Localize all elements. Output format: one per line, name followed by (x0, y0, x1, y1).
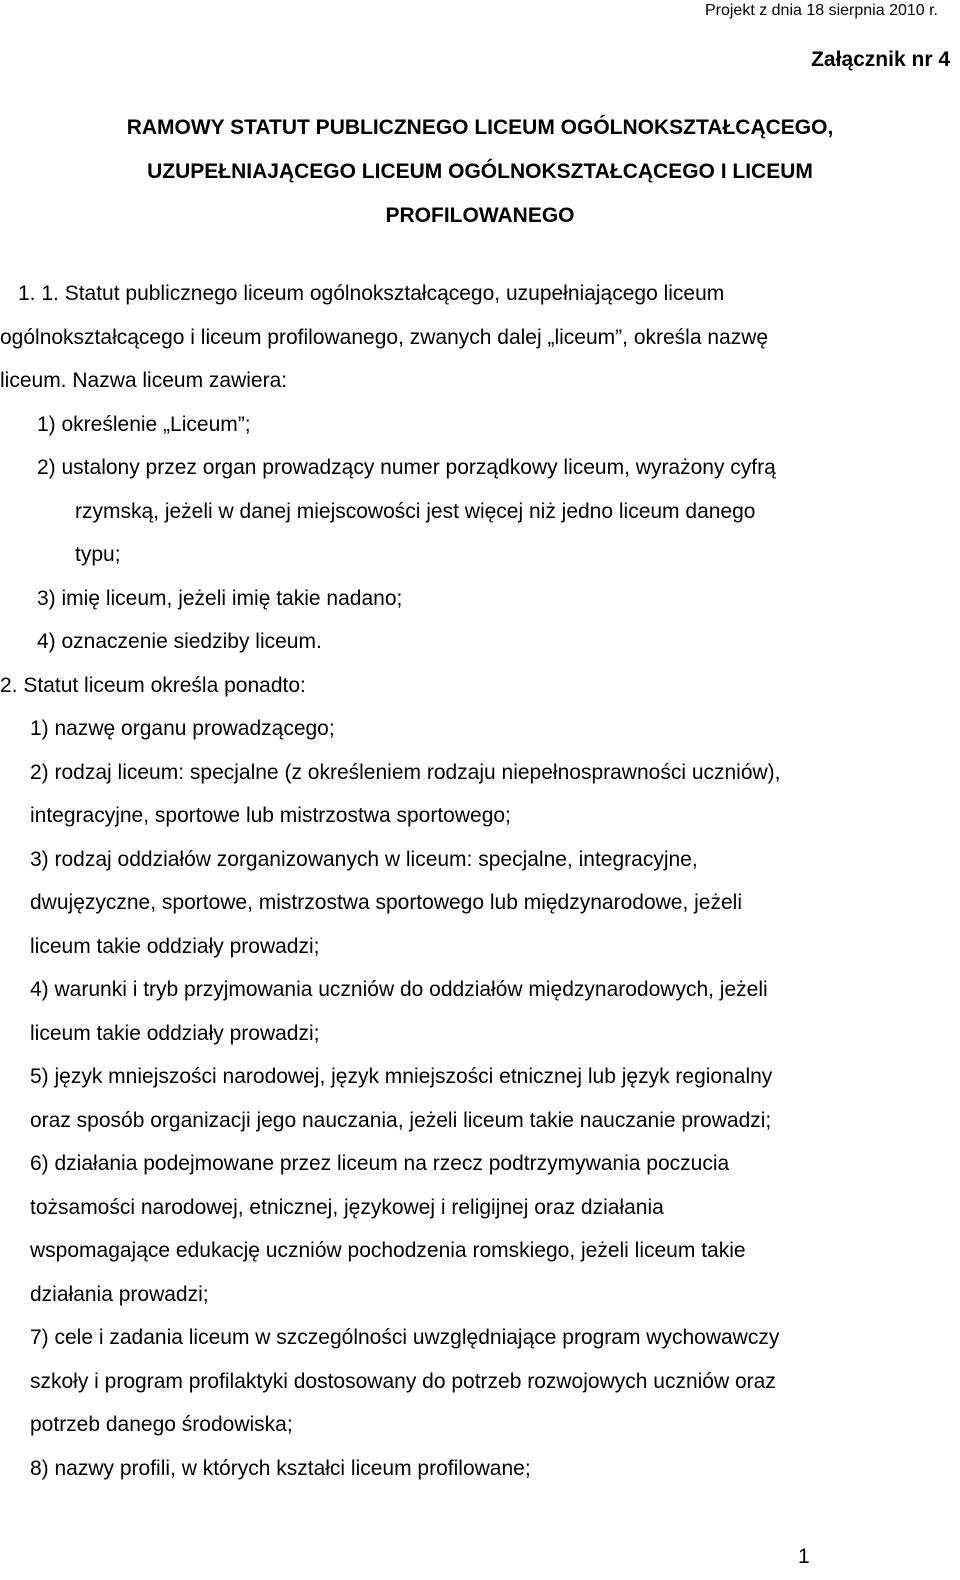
list-item: 4) oznaczenie siedziby liceum. (37, 630, 322, 653)
list-item: 1) nazwę organu prowadzącego; (30, 717, 335, 740)
list-item-continuation: rzymską, jeżeli w danej miejscowości jest więcej niż jedno liceum danego (75, 499, 756, 523)
paragraph-line: 1. 1. Statut publicznego liceum ogólnokształcącego, uzupełniającego liceum (18, 282, 725, 305)
list-item-continuation: wspomagające edukację uczniów pochodzenia romskiego, jeżeli liceum takie (30, 1239, 746, 1262)
list-item: 5) język mniejszości narodowej, język mniejszości etnicznej lub język regionalny (30, 1065, 773, 1088)
paragraph-line: liceum. Nazwa liceum zawiera: (0, 369, 288, 392)
list-item-continuation: liceum takie oddziały prowadzi; (30, 934, 320, 958)
document-title (20, 106, 940, 238)
list-item: 3) rodzaj oddziałów zorganizowanych w liceum: specjalne, integracyjne, (30, 847, 698, 871)
page-number: 1 (798, 1545, 810, 1568)
list-item-continuation: potrzeb danego środowiska; (30, 1413, 293, 1436)
list-item: 7) cele i zadania liceum w szczególności uwzględniające program wychowawczy (30, 1326, 780, 1349)
list-item: 2) rodzaj liceum: specjalne (z określeniem rodzaju niepełnosprawności uczniów), (30, 760, 781, 784)
list-item: 2) ustalony przez organ prowadzący numer porządkowy liceum, wyrażony cyfrą (37, 456, 776, 479)
list-item-continuation: działania prowadzi; (30, 1282, 209, 1306)
list-item: 6) działania podejmowane przez liceum na rzecz podtrzymywania poczucia (30, 1152, 730, 1175)
project-date-note: Projekt z dnia 18 sierpnia 2010 r. (704, 2, 938, 19)
list-item-continuation: tożsamości narodowej, etnicznej, językowej i religijnej oraz działania (30, 1195, 664, 1219)
list-item-continuation: integracyjne, sportowe lub mistrzostwa sportowego; (30, 804, 511, 827)
list-item-continuation: oraz sposób organizacji jego nauczania, jeżeli liceum takie nauczanie prowadzi; (30, 1108, 772, 1132)
title-line: PROFILOWANEGO (385, 204, 575, 227)
list-item-continuation: szkoły i program profilaktyki dostosowany do potrzeb rozwojowych uczniów oraz (30, 1369, 776, 1393)
list-item-continuation: dwujęzyczne, sportowe, mistrzostwa sportowego lub międzynarodowe, jeżeli (30, 891, 742, 914)
annex-label: Załącznik nr 4 (811, 48, 950, 71)
list-item: 1) określenie „Liceum”; (37, 412, 251, 436)
paragraph-line: ogólnokształcącego i liceum profilowanego, zwanych dalej „liceum”, określa nazwę (0, 325, 769, 349)
title-line: RAMOWY STATUT PUBLICZNEGO LICEUM OGÓLNOKSZTAŁCĄCEGO, (126, 116, 834, 139)
document-body (0, 272, 950, 1490)
title-line: UZUPEŁNIAJĄCEGO LICEUM OGÓLNOKSZTAŁCĄCEGO I LICEUM (147, 160, 813, 183)
list-item-continuation: liceum takie oddziały prowadzi; (30, 1021, 320, 1045)
list-item: 4) warunki i tryb przyjmowania uczniów do oddziałów międzynarodowych, jeżeli (30, 978, 768, 1001)
list-item: 8) nazwy profili, w których kształci liceum profilowane; (30, 1456, 531, 1480)
paragraph-line: 2. Statut liceum określa ponadto: (0, 673, 306, 697)
list-item-continuation: typu; (75, 543, 121, 566)
list-item: 3) imię liceum, jeżeli imię takie nadano; (37, 586, 403, 610)
